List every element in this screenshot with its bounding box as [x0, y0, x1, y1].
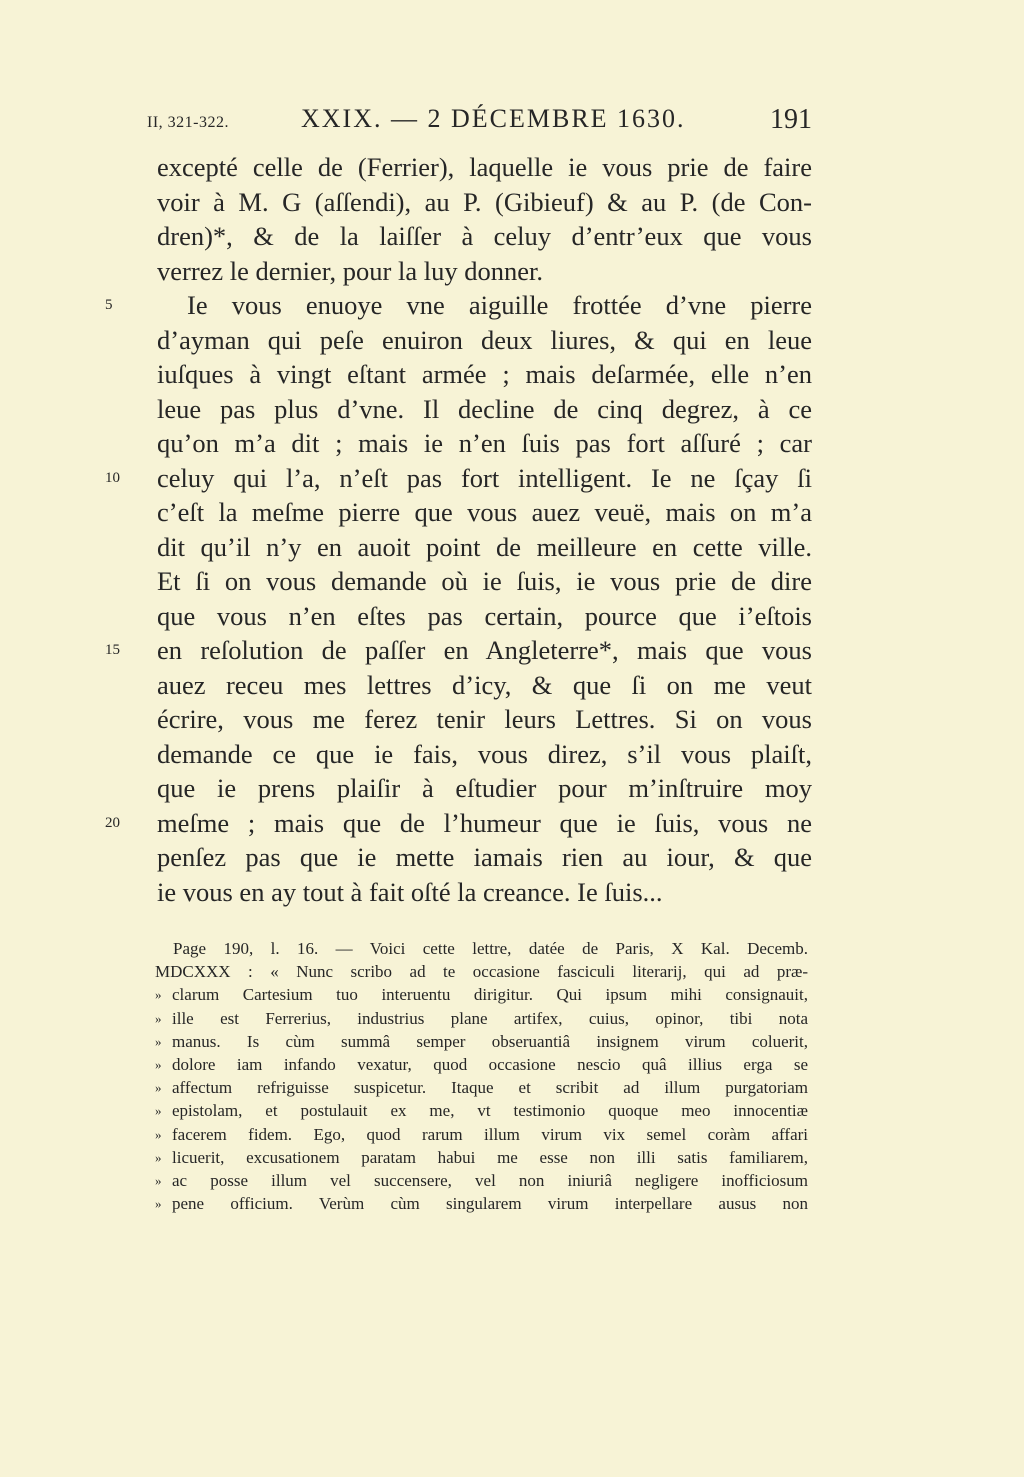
text-line: demande ce que ie fais, vous direz, s’il vous plaiſt,	[157, 738, 812, 769]
text-line-content: meſme ; mais que de l’humeur que ie ſuis, vous ne	[157, 807, 812, 838]
text-line: ie vous en ay tout à fait oſté la creance. Ie ſuis...	[157, 876, 663, 907]
text-line-content: celuy qui l’a, n’eſt pas fort intelligent. Ie ne ſçay ſi	[157, 462, 812, 493]
footnote-line: » manus. Is cùm summâ semper obseruantiâ insignem virum coluerit,	[155, 1030, 808, 1053]
line-number: 20	[105, 814, 120, 831]
text-line: que vous n’en eſtes pas certain, pource que i’eſtois	[157, 600, 812, 631]
quote-mark: »	[155, 1126, 162, 1142]
text-line-15	[105, 633, 812, 668]
line-number: 15	[105, 642, 120, 658]
text-line-10	[105, 461, 812, 496]
text-line-5	[105, 288, 812, 323]
footnote-line: » licuerit, excusationem paratam habui me esse non illi satis familiarem,	[155, 1146, 808, 1169]
footnote-line: » facerem fidem. Ego, quod rarum illum virum vix semel coràm affari	[155, 1123, 808, 1146]
text-line: auez receu mes lettres d’icy, & que ſi on me veut	[157, 669, 812, 700]
text-line: voir à M. G (aſſendi), au P. (Gibieuf) & au P. (de Con-	[157, 186, 812, 217]
letter-heading: XXIX. — 2 DÉCEMBRE 1630.	[301, 104, 686, 133]
text-line: Et ſi on vous demande où ie ſuis, ie vous prie de dire	[157, 566, 812, 596]
quote-mark: »	[155, 1010, 162, 1026]
footnote-line: » ac posse illum vel succensere, vel non iniuriâ negligere inofficiosum	[155, 1169, 808, 1192]
running-header	[0, 104, 1024, 144]
footnote-line: » epistolam, et postulauit ex me, vt testimonio quoque meo innocentiæ	[155, 1099, 808, 1122]
footnote-line: MDCXXX : « Nunc scribo ad te occasione fasciculi literarij, qui ad præ-	[155, 962, 808, 982]
quote-mark: »	[155, 1103, 162, 1119]
text-line: écrire, vous me ferez tenir leurs Lettres. Si on vous	[157, 704, 812, 734]
text-line-20	[105, 806, 812, 841]
line-number: 5	[105, 297, 113, 313]
text-line: d’ayman qui peſe enuiron deux liures, & qui en leue	[157, 324, 812, 355]
page-number: 191	[770, 104, 812, 135]
text-line: iuſques à vingt eſtant armée ; mais deſarmée, elle n’en	[157, 359, 812, 389]
footnote-line: Page 190, l. 16. — Voici cette lettre, datée de Paris, X Kal. Decemb.	[173, 939, 808, 958]
text-line: dren)*, & de la laiſſer à celuy d’entr’eux que vous	[157, 221, 812, 251]
footnote-line: » pene officium. Verùm cùm singularem virum interpellare ausus non	[155, 1192, 808, 1215]
text-line: leue pas plus d’vne. Il decline de cinq degrez, à ce	[157, 393, 812, 424]
letter-body	[105, 150, 812, 909]
footnote	[155, 937, 808, 1215]
quote-mark: »	[155, 1080, 162, 1096]
footnote-line: » ille est Ferrerius, industrius plane artifex, cuius, opinor, tibi nota	[155, 1007, 808, 1030]
footnote-line: » dolore iam infando vexatur, quod occasione nescio quâ illius erga se	[155, 1053, 808, 1076]
line-number: 10	[105, 469, 120, 486]
text-line-content: Ie vous enuoye vne aiguille frottée d’vne pierre	[187, 290, 812, 320]
text-line: c’eſt la meſme pierre que vous auez veuë, mais on m’a	[157, 497, 812, 527]
text-line: dit qu’il n’y en auoit point de meilleure en cette ville.	[157, 531, 812, 562]
quote-mark: »	[155, 1196, 162, 1212]
text-line: qu’on m’a dit ; mais ie n’en ſuis pas fort aſſuré ; car	[157, 428, 812, 458]
footnote-line: » clarum Cartesium tuo interuentu dirigitur. Qui ipsum mihi consignauit,	[155, 983, 808, 1006]
quote-mark: »	[155, 1149, 162, 1165]
volume-reference: II, 321-322.	[147, 114, 229, 131]
footnote-line: » affectum refriguisse suspicetur. Itaque et scribit ad illum purgatoriam	[155, 1076, 808, 1099]
text-line: excepté celle de (Ferrier), laquelle ie vous prie de faire	[157, 152, 812, 182]
text-line: penſez pas que ie mette iamais rien au iour, & que	[157, 842, 812, 872]
text-line: verrez le dernier, pour la luy donner.	[157, 255, 543, 286]
text-line: que ie prens plaiſir à eſtudier pour m’inſtruire moy	[157, 773, 812, 803]
text-line-content: en reſolution de paſſer en Angleterre*, mais que vous	[157, 635, 812, 665]
quote-mark: »	[155, 1033, 162, 1049]
quote-mark: »	[155, 987, 162, 1003]
quote-mark: »	[155, 1056, 162, 1072]
quote-mark: »	[155, 1172, 162, 1188]
